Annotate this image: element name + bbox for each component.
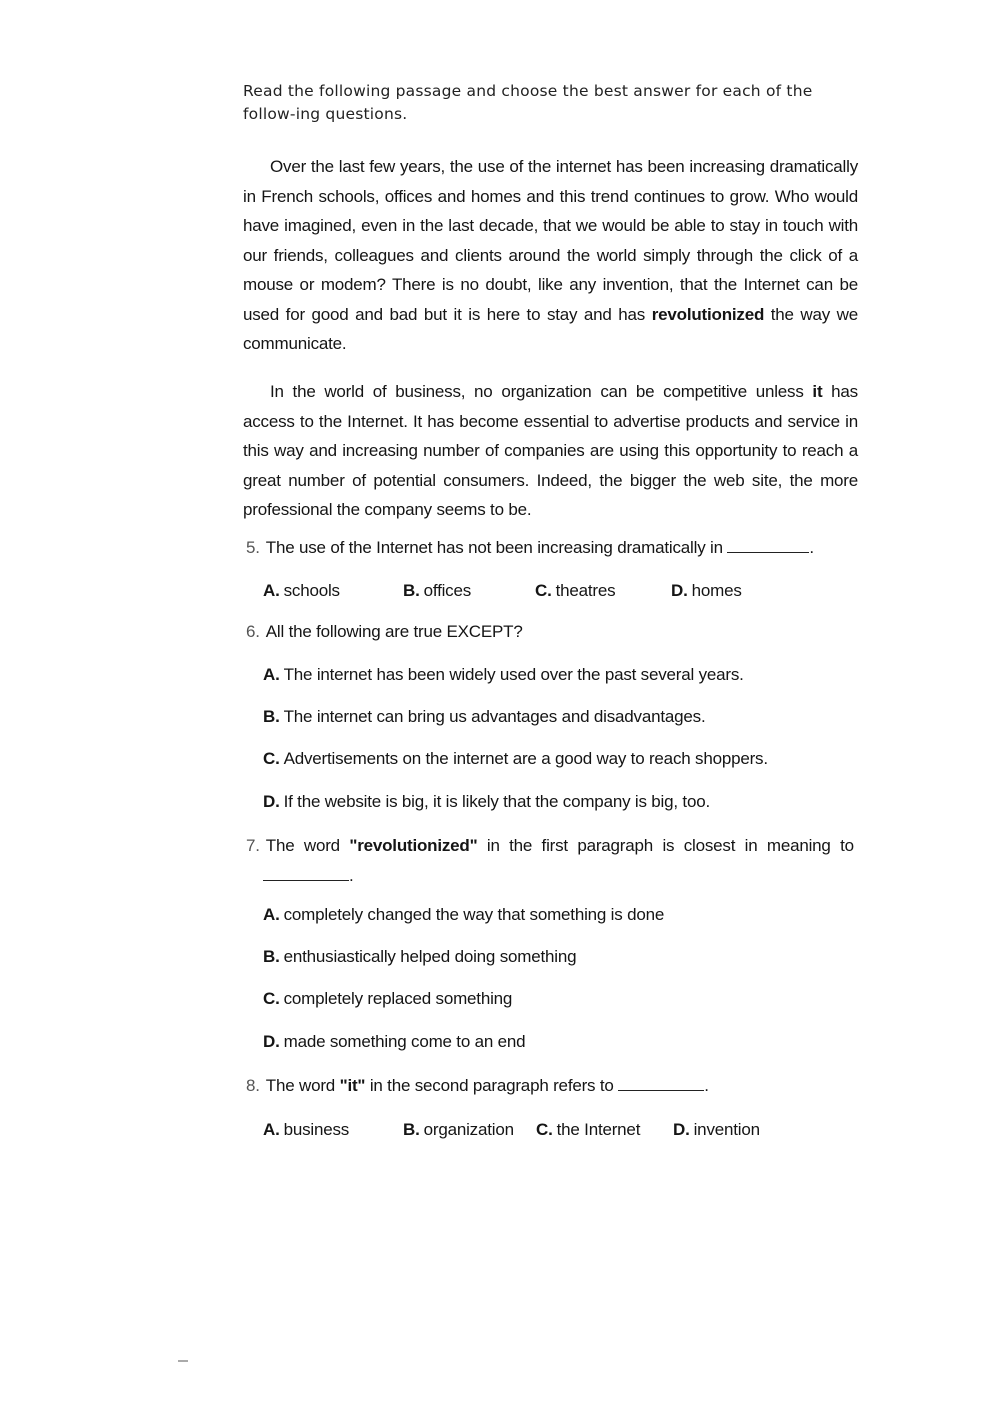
question-end: . bbox=[349, 866, 354, 885]
paragraph-2-text-before: In the world of business, no organization can be competitive unless bbox=[270, 382, 813, 401]
option-b[interactable] bbox=[403, 1117, 514, 1143]
word: first bbox=[541, 836, 568, 855]
option-c[interactable] bbox=[536, 1117, 640, 1143]
option-text: offices bbox=[423, 581, 472, 600]
option-text: the Internet bbox=[556, 1120, 641, 1139]
scan-smudge bbox=[178, 1360, 188, 1362]
paragraph-2-text-after: has access to the Internet. It has become essential to advertise products and service in this way and increasing number of companies are using this opportunity to reach a great number of potential consumers. Indeed, the bigger the web site, the more professional the company seems to be. bbox=[243, 382, 858, 519]
option-text: completely changed the way that something is done bbox=[283, 905, 665, 924]
question-number: 5. bbox=[246, 538, 260, 557]
question-8-options bbox=[263, 1117, 823, 1143]
word: the bbox=[509, 836, 533, 855]
word: meaning bbox=[766, 836, 831, 855]
option-letter: D. bbox=[263, 792, 280, 811]
option-text: made something come to an end bbox=[283, 1032, 526, 1051]
question-8 bbox=[246, 1072, 858, 1100]
paragraph-1-text-before: Over the last few years, the use of the internet has been increasing dramatically in French schools, offices and homes and this trend continues to grow. Who would have imagined, even in the last decade, that we would be able to stay in touch with our friends, colleagues and clients around the world simply through the click of a mouse or modem? There is no doubt, like any invention, that the Internet can be used for good and bad but it is here to stay and has bbox=[243, 157, 858, 324]
option-letter: C. bbox=[263, 989, 280, 1008]
option-letter: B. bbox=[403, 581, 420, 600]
option-letter: A. bbox=[263, 581, 280, 600]
highlighted-word-it: it bbox=[812, 382, 823, 401]
option-a[interactable] bbox=[263, 1117, 349, 1143]
passage-paragraph-1 bbox=[243, 152, 858, 359]
question-text bbox=[246, 832, 854, 860]
question-text: The use of the Internet has not been increasing dramatically in bbox=[265, 538, 723, 557]
option-text: The internet has been widely used over the past several years. bbox=[283, 665, 744, 684]
passage-paragraph-2 bbox=[243, 377, 858, 525]
option-letter: B. bbox=[263, 947, 280, 966]
option-text: theatres bbox=[555, 581, 616, 600]
question-6 bbox=[246, 618, 858, 646]
word: in bbox=[486, 836, 500, 855]
option-letter: B. bbox=[263, 707, 280, 726]
quoted-word-revolutionized: "revolutionized" bbox=[349, 836, 478, 855]
option-text: If the website is big, it is likely that the company is big, too. bbox=[283, 792, 710, 811]
option-text: schools bbox=[283, 581, 340, 600]
option-letter: A. bbox=[263, 1120, 280, 1139]
option-d[interactable] bbox=[671, 578, 742, 604]
option-text: invention bbox=[693, 1120, 760, 1139]
quoted-word-it: "it" bbox=[339, 1076, 366, 1095]
question-number: 8. bbox=[246, 1076, 260, 1095]
option-text: organization bbox=[423, 1120, 514, 1139]
option-b[interactable] bbox=[263, 944, 576, 970]
instructions: Read the following passage and choose the best answer for each of the follow-ing questions. bbox=[243, 82, 813, 123]
option-letter: C. bbox=[263, 749, 280, 768]
option-d[interactable] bbox=[263, 789, 710, 815]
option-c[interactable] bbox=[535, 578, 615, 604]
option-letter: D. bbox=[263, 1032, 280, 1051]
paragraph-1-text-after: the way we communicate. bbox=[243, 304, 858, 353]
option-letter: D. bbox=[671, 581, 688, 600]
word: The bbox=[265, 836, 295, 855]
question-text-after: in the second paragraph refers to bbox=[365, 1076, 614, 1095]
option-letter: C. bbox=[536, 1120, 553, 1139]
question-text-before: The word bbox=[265, 1076, 340, 1095]
option-b[interactable] bbox=[403, 578, 471, 604]
question-5-options bbox=[263, 578, 823, 604]
word: paragraph bbox=[577, 836, 654, 855]
option-text: business bbox=[283, 1120, 350, 1139]
option-c[interactable] bbox=[263, 746, 768, 772]
answer-blank[interactable] bbox=[263, 866, 349, 881]
option-d[interactable] bbox=[673, 1117, 760, 1143]
word: to bbox=[840, 836, 854, 855]
option-text: completely replaced something bbox=[283, 989, 513, 1008]
word: in bbox=[744, 836, 758, 855]
word: closest bbox=[683, 836, 736, 855]
highlighted-word-revolutionized: revolutionized bbox=[651, 304, 765, 324]
option-letter: A. bbox=[263, 665, 280, 684]
option-a[interactable] bbox=[263, 902, 664, 928]
question-number: 6. bbox=[246, 622, 260, 641]
answer-blank[interactable] bbox=[727, 538, 809, 553]
word: word bbox=[303, 836, 340, 855]
option-c[interactable] bbox=[263, 986, 512, 1012]
option-b[interactable] bbox=[263, 704, 705, 730]
question-7 bbox=[246, 832, 858, 890]
question-5 bbox=[246, 534, 858, 562]
option-text: enthusiastically helped doing something bbox=[283, 947, 577, 966]
option-letter: C. bbox=[535, 581, 552, 600]
option-letter: D. bbox=[673, 1120, 690, 1139]
option-letter: A. bbox=[263, 905, 280, 924]
word: is bbox=[662, 836, 675, 855]
option-a[interactable] bbox=[263, 662, 744, 688]
option-text: homes bbox=[691, 581, 742, 600]
question-text: All the following are true EXCEPT? bbox=[265, 622, 523, 641]
option-a[interactable] bbox=[263, 578, 340, 604]
question-end: . bbox=[809, 538, 814, 557]
option-text: The internet can bring us advantages and disadvantages. bbox=[283, 707, 706, 726]
question-end: . bbox=[704, 1076, 709, 1095]
option-text: Advertisements on the internet are a good way to reach shoppers. bbox=[283, 749, 768, 768]
question-number: 7. bbox=[246, 836, 260, 855]
option-d[interactable] bbox=[263, 1029, 525, 1055]
answer-blank[interactable] bbox=[618, 1076, 704, 1091]
option-letter: B. bbox=[403, 1120, 420, 1139]
